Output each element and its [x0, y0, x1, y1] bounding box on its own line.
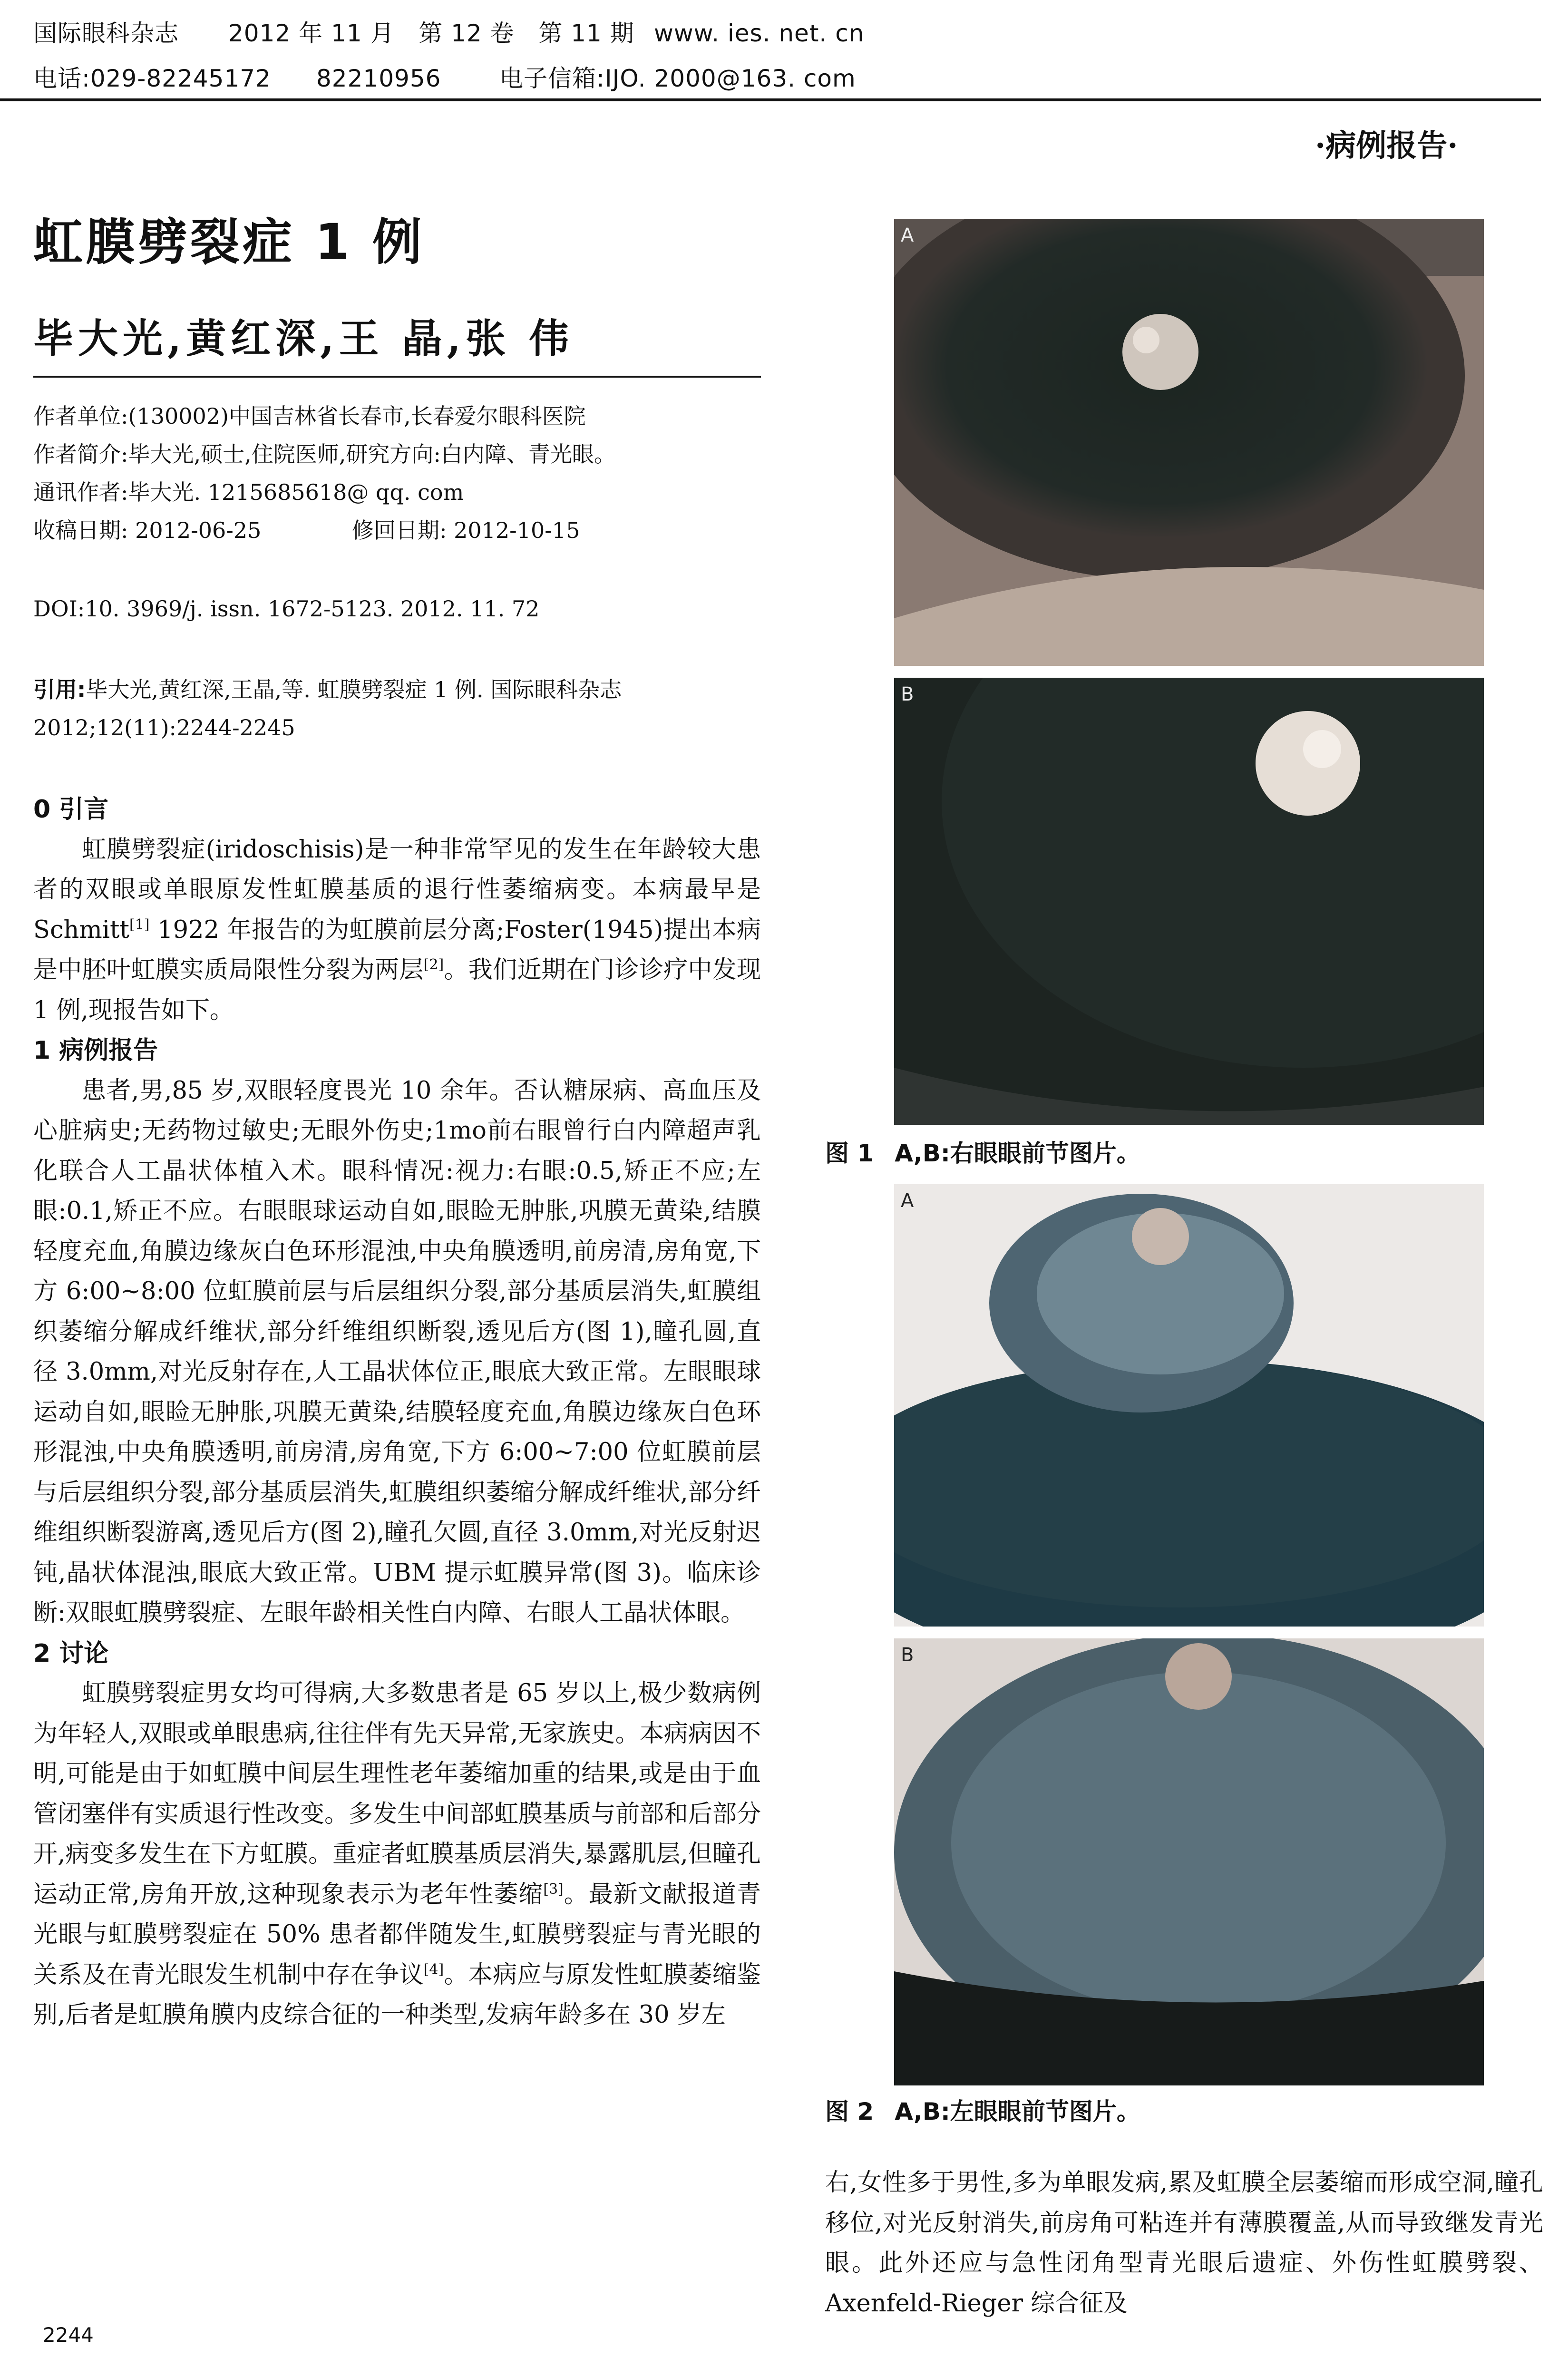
figure-2b-label: B [901, 1644, 914, 1666]
citation-line-1 [33, 671, 622, 709]
ref-1[interactable]: [1] [129, 916, 150, 933]
discussion-heading: 2 讨论 [33, 1639, 109, 1668]
figure-1-caption [825, 1134, 1140, 1169]
page-number: 2244 [43, 2323, 94, 2347]
article-title: 虹膜劈裂症 1 例 [33, 213, 425, 271]
figure-1b-photo [894, 678, 1484, 1125]
citation-line-2: 2012;12(11):2244-2245 [33, 715, 295, 740]
case-paragraph: 患者,男,85 岁,双眼轻度畏光 10 余年。否认糖尿病、高血压及心脏病史;无药物过敏史;无眼外伤史;1mo前右眼曾行白内障超声乳化联合人工晶状体植入术。眼科情况:视力:右眼:0.5,矫正不应;左眼:0.1,矫正不应。右眼眼球运动自如,眼睑无肿胀,巩膜无黄染,结膜轻度充血,角膜边缘灰白色环形混浊,中央角膜透明,前房清,房角宽,下方 6:00~8:00 位虹膜前层与后层组织分裂,部分基质层消失,虹膜组织萎缩分解成纤维状,部分纤维组织断裂,透见后方(图 1),瞳孔圆,直径 3.0mm,对光反射存在,人工晶状体位正,眼底大致正常。左眼眼球运动自如,眼睑无肿胀,巩膜无黄染,结膜轻度充血,角膜边缘灰白色环形混浊,中央角膜透明,前房清,房角宽,下方 6:00~7:00 位虹膜前层与后层组织分裂,部分基质层消失,虹膜组织萎缩分解成纤维状,部分纤维组织断裂游离,透见后方(图 2),瞳孔欠圆,直径 3.0mm,对光反射迟钝,晶状体混浊,眼底大致正常。UBM 提示虹膜异常(图 3)。临床诊断:双眼虹膜劈裂症、左眼年龄相关性白内障、右眼人工晶状体眼。 [33, 1076, 761, 1627]
figure-1a-label: A [901, 224, 914, 246]
figure-2a-label: A [901, 1190, 914, 1212]
figure-2b-photo [894, 1638, 1484, 2085]
disc-text-2: 。最新文献报道青光眼与虹膜劈裂症在 50% 患者都伴随发生,虹膜劈裂症与青光眼的关系及在青光眼发生机制中存在争议 [33, 1880, 761, 1989]
author-bio: 作者简介:毕大光,硕士,住院医师,研究方向:白内障、青光眼。 [33, 441, 616, 467]
intro-text-1: 虹膜劈裂症(iridoschisis)是一种非常罕见的发生在年龄较大患者的双眼或单眼原发性虹膜基质的退行性萎缩病变。本病最早是 Schmitt [33, 835, 761, 944]
journal-email[interactable]: 电子信箱:IJO. 2000@163. com [499, 65, 856, 92]
case-heading: 1 病例报告 [33, 1036, 158, 1065]
figure-2-caption [825, 2093, 1140, 2127]
intro-heading: 0 引言 [33, 795, 109, 824]
figure-1-number: 图 1 [825, 1140, 874, 1167]
discussion-continuation: 右,女性多于男性,多为单眼发病,累及虹膜全层萎缩而形成空洞,瞳孔移位,对光反射消失,前房角可粘连并有薄膜覆盖,从而导致继发青光眼。此外还应与急性闭角型青光眼后遗症、外伤性虹膜劈裂、Axenfeld-Rieger 综合征及 [825, 2169, 1543, 2318]
issue-info: 2012 年 11 月 第 12 卷 第 11 期 [228, 19, 634, 47]
received-date: 收稿日期: 2012-06-25 [33, 517, 262, 543]
corresponding-author: 通讯作者:毕大光. 1215685618@ qq. com [33, 479, 464, 505]
figure-2-number: 图 2 [825, 2098, 874, 2125]
figure-1-caption-text: A,B:右眼眼前节图片。 [895, 1140, 1140, 1167]
ref-4[interactable]: [4] [423, 1961, 444, 1978]
header-rule [0, 98, 1541, 101]
doi[interactable]: DOI:10. 3969/j. issn. 1672-5123. 2012. 11. 72 [33, 596, 540, 622]
right-column [825, 2163, 1543, 2324]
figure-2a-photo [894, 1184, 1484, 1627]
section-tag: ·病例报告· [1315, 128, 1458, 164]
affiliation: 作者单位:(130002)中国吉林省长春市,长春爱尔眼科医院 [33, 403, 586, 429]
figure-1b-label: B [901, 683, 914, 705]
disc-text-1: 虹膜劈裂症男女均可得病,大多数患者是 65 岁以上,极少数病例为年轻人,双眼或单眼患病,往往伴有先天异常,无家族史。本病病因不明,可能是由于如虹膜中间层生理性老年萎缩加重的结果,或是由于血管闭塞伴有实质退行性改变。多发生中间部虹膜基质与前部和后部分开,病变多发生在下方虹膜。重症者虹膜基质层消失,暴露肌层,但瞳孔运动正常,房角开放,这种现象表示为老年性萎缩 [33, 1679, 761, 1909]
journal-phone: 电话:029-82245172 [33, 65, 271, 92]
citation-label: 引用: [33, 677, 86, 702]
journal-website[interactable]: www. ies. net. cn [654, 19, 865, 47]
discussion-paragraph [33, 1674, 761, 2036]
article-authors: 毕大光,黄红深,王 晶,张 伟 [33, 315, 574, 362]
journal-name: 国际眼科杂志 [33, 19, 179, 47]
journal-phone-2: 82210956 [316, 65, 441, 92]
left-column [33, 789, 761, 2036]
figure-1a-photo [894, 219, 1484, 666]
intro-paragraph [33, 830, 761, 1031]
ref-3[interactable]: [3] [543, 1880, 564, 1898]
title-rule [33, 376, 761, 378]
ref-2[interactable]: [2] [423, 956, 444, 973]
revised-date: 修回日期: 2012-10-15 [352, 517, 580, 543]
citation-text: 毕大光,黄红深,王晶,等. 虹膜劈裂症 1 例. 国际眼科杂志 [86, 677, 622, 702]
intro-text-2: 1922 年报告的为虹膜前层分离;Foster(1945)提出本病是中胚叶虹膜实质局限性分裂为两层 [33, 916, 761, 984]
figure-2-caption-text: A,B:左眼眼前节图片。 [895, 2098, 1140, 2125]
intro-text-3: 。我们近期在门诊诊疗中发现 1 例,现报告如下。 [33, 956, 761, 1024]
disc-text-3: 。本病应与原发性虹膜萎缩鉴别,后者是虹膜角膜内皮综合征的一种类型,发病年龄多在 30 岁左 [33, 1960, 761, 2029]
